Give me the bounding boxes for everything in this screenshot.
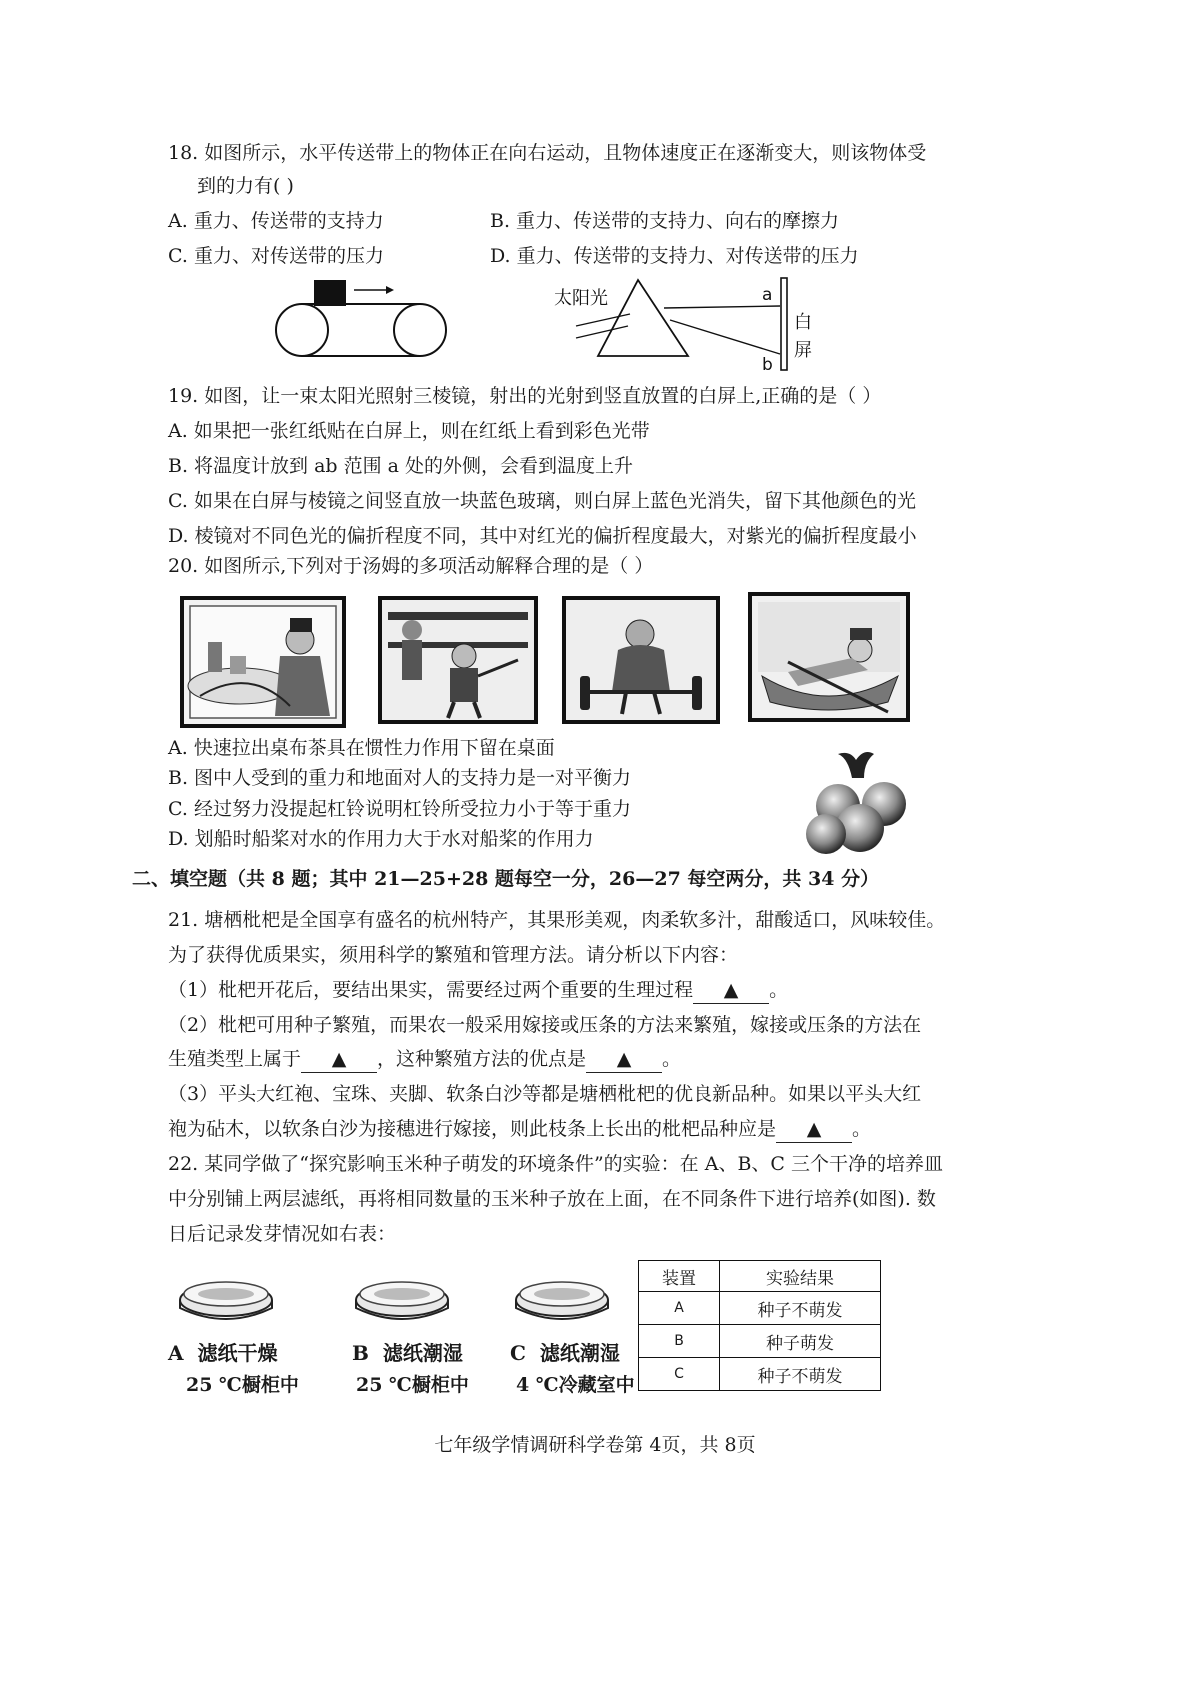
dish-a-condition-1: A 滤纸干燥 [168,1341,278,1365]
screen-label-1: 白 [794,312,812,333]
table-row [639,1358,881,1391]
dish-b-condition-1: B 滤纸潮湿 [352,1341,463,1365]
petri-dish-b [352,1270,472,1400]
q20-option-c: C. 经过努力没提起杠铃说明杠铃所受拉力小于等于重力 [168,798,631,820]
petri-dish-a [168,1270,299,1400]
q19-stem: 19. 如图，让一束太阳光照射三棱镜，射出的光射到竖直放置的白屏上,正确的是（ ） [168,385,882,407]
loquat-fruit-image [798,748,918,858]
table-cell-device: A [639,1292,720,1325]
sunlight-label: 太阳光 [554,288,608,309]
q22-line2: 中分别铺上两层滤纸，再将相同数量的玉米种子放在上面，在不同条件下进行培养(如图). 数 [168,1188,936,1210]
table-header-device: 装置 [639,1261,720,1292]
q21-part2-end: 。 [662,1048,682,1070]
q19-option-b: B. 将温度计放到 ab 范围 a 处的外侧，会看到温度上升 [168,455,634,477]
q18-stem-line1: 18. 如图所示，水平传送带上的物体正在向右运动，且物体速度正在逐渐变大，则该物体受 [168,142,927,164]
petri-dish-icon [176,1270,276,1326]
ray-a-label: a [762,285,773,305]
q18-option-b: B. 重力、传送带的支持力、向右的摩擦力 [490,210,840,232]
table-row [639,1325,881,1358]
q20-option-d: D. 划船时船桨对水的作用力大于水对船桨的作用力 [168,828,594,850]
germination-results-table [638,1260,881,1391]
q21-part3-text: 袍为砧木，以软条白沙为接穗进行嫁接，则此枝条上长出的枇杷品种应是 [168,1118,777,1140]
q21-answer-blank-3[interactable]: ▲ [586,1046,662,1073]
q22-line1: 22. 某同学做了“探究影响玉米种子萌发的环境条件”的实验：在 A、B、C 三个干净的培养皿 [168,1153,943,1175]
dish-b-condition-2: 25 ℃橱柜中 [356,1374,469,1396]
table-cell-result: 种子不萌发 [720,1358,881,1391]
q19-option-c: C. 如果在白屏与棱镜之间竖直放一块蓝色玻璃，则白屏上蓝色光消失，留下其他颜色的光 [168,490,916,512]
section2-title: 二、填空题（共 8 题；其中 21—25+28 题每空一分，26—27 每空两分，共 34 分） [132,868,880,890]
ray-b-label: b [762,355,773,374]
standing-man-cartoon-image [378,596,538,724]
dish-c-condition-2: 4 ℃冷藏室中 [516,1374,635,1396]
prism-figure [548,274,828,374]
table-header-row [639,1261,881,1292]
q19-option-d: D. 棱镜对不同色光的偏折程度不同，其中对红光的偏折程度最大，对紫光的偏折程度最小 [168,525,917,547]
q20-option-a: A. 快速拉出桌布茶具在惯性力作用下留在桌面 [168,737,555,759]
table-cell-result: 种子萌发 [720,1325,881,1358]
page-footer: 七年级学情调研科学卷第 4页，共 8页 [434,1434,756,1456]
table-cell-result: 种子不萌发 [720,1292,881,1325]
dish-a-condition-2: 25 ℃橱柜中 [186,1374,299,1396]
petri-dish-c [510,1270,640,1400]
petri-dish-icon [352,1270,452,1326]
table-cell-device: B [639,1325,720,1358]
q18-option-a: A. 重力、传送带的支持力 [168,210,384,232]
q20-stem: 20. 如图所示,下列对于汤姆的多项活动解释合理的是（ ） [168,555,654,577]
q19-option-a: A. 如果把一张红纸贴在白屏上，则在红纸上看到彩色光带 [168,420,650,442]
q21-part2-text-1: 生殖类型上属于 [168,1048,302,1070]
table-row [639,1292,881,1325]
conveyor-belt-figure [258,276,468,360]
weightlifter-cartoon-image [562,596,720,724]
q21-line1: 21. 塘栖枇杷是全国享有盛名的杭州特产，其果形美观，肉柔软多汁，甜酸适口，风味较佳。 [168,909,946,931]
q21-part3-end: 。 [852,1118,872,1140]
q21-part2-line1: （2）枇杷可用种子繁殖，而果农一般采用嫁接或压条的方法来繁殖，嫁接或压条的方法在 [168,1014,922,1036]
table-header-result: 实验结果 [720,1261,881,1292]
table-cell-device: C [639,1358,720,1391]
q22-line3: 日后记录发芽情况如右表： [168,1223,397,1245]
q21-part2-line2 [168,1046,681,1073]
q18-option-d: D. 重力、传送带的支持力、对传送带的压力 [490,245,859,267]
q21-part1 [168,977,788,1004]
q21-part3-line1: （3）平头大红袍、宝珠、夹脚、软条白沙等都是塘栖枇杷的优良新品种。如果以平头大红 [168,1083,922,1105]
q18-stem-line2: 到的力有( ) [197,175,294,197]
q21-answer-blank-4[interactable]: ▲ [776,1116,852,1143]
rowing-boat-cartoon-image [748,592,910,722]
q21-part1-end: 。 [769,979,789,1001]
tablecloth-cartoon-image [180,596,346,728]
q21-part2-text-2: ，这种繁殖方法的优点是 [377,1048,587,1070]
q21-part3-line2 [168,1116,871,1143]
q21-part1-text: （1）枇杷开花后，要结出果实，需要经过两个重要的生理过程 [168,979,694,1001]
q18-option-c: C. 重力、对传送带的压力 [168,245,384,267]
q21-line2: 为了获得优质果实，须用科学的繁殖和管理方法。请分析以下内容： [168,944,739,966]
q20-option-b: B. 图中人受到的重力和地面对人的支持力是一对平衡力 [168,767,632,789]
screen-label-2: 屏 [794,340,812,361]
dish-c-condition-1: C 滤纸潮湿 [510,1341,620,1365]
q21-answer-blank-2[interactable]: ▲ [301,1046,377,1073]
petri-dish-icon [512,1270,612,1326]
q21-answer-blank-1[interactable]: ▲ [693,977,769,1004]
